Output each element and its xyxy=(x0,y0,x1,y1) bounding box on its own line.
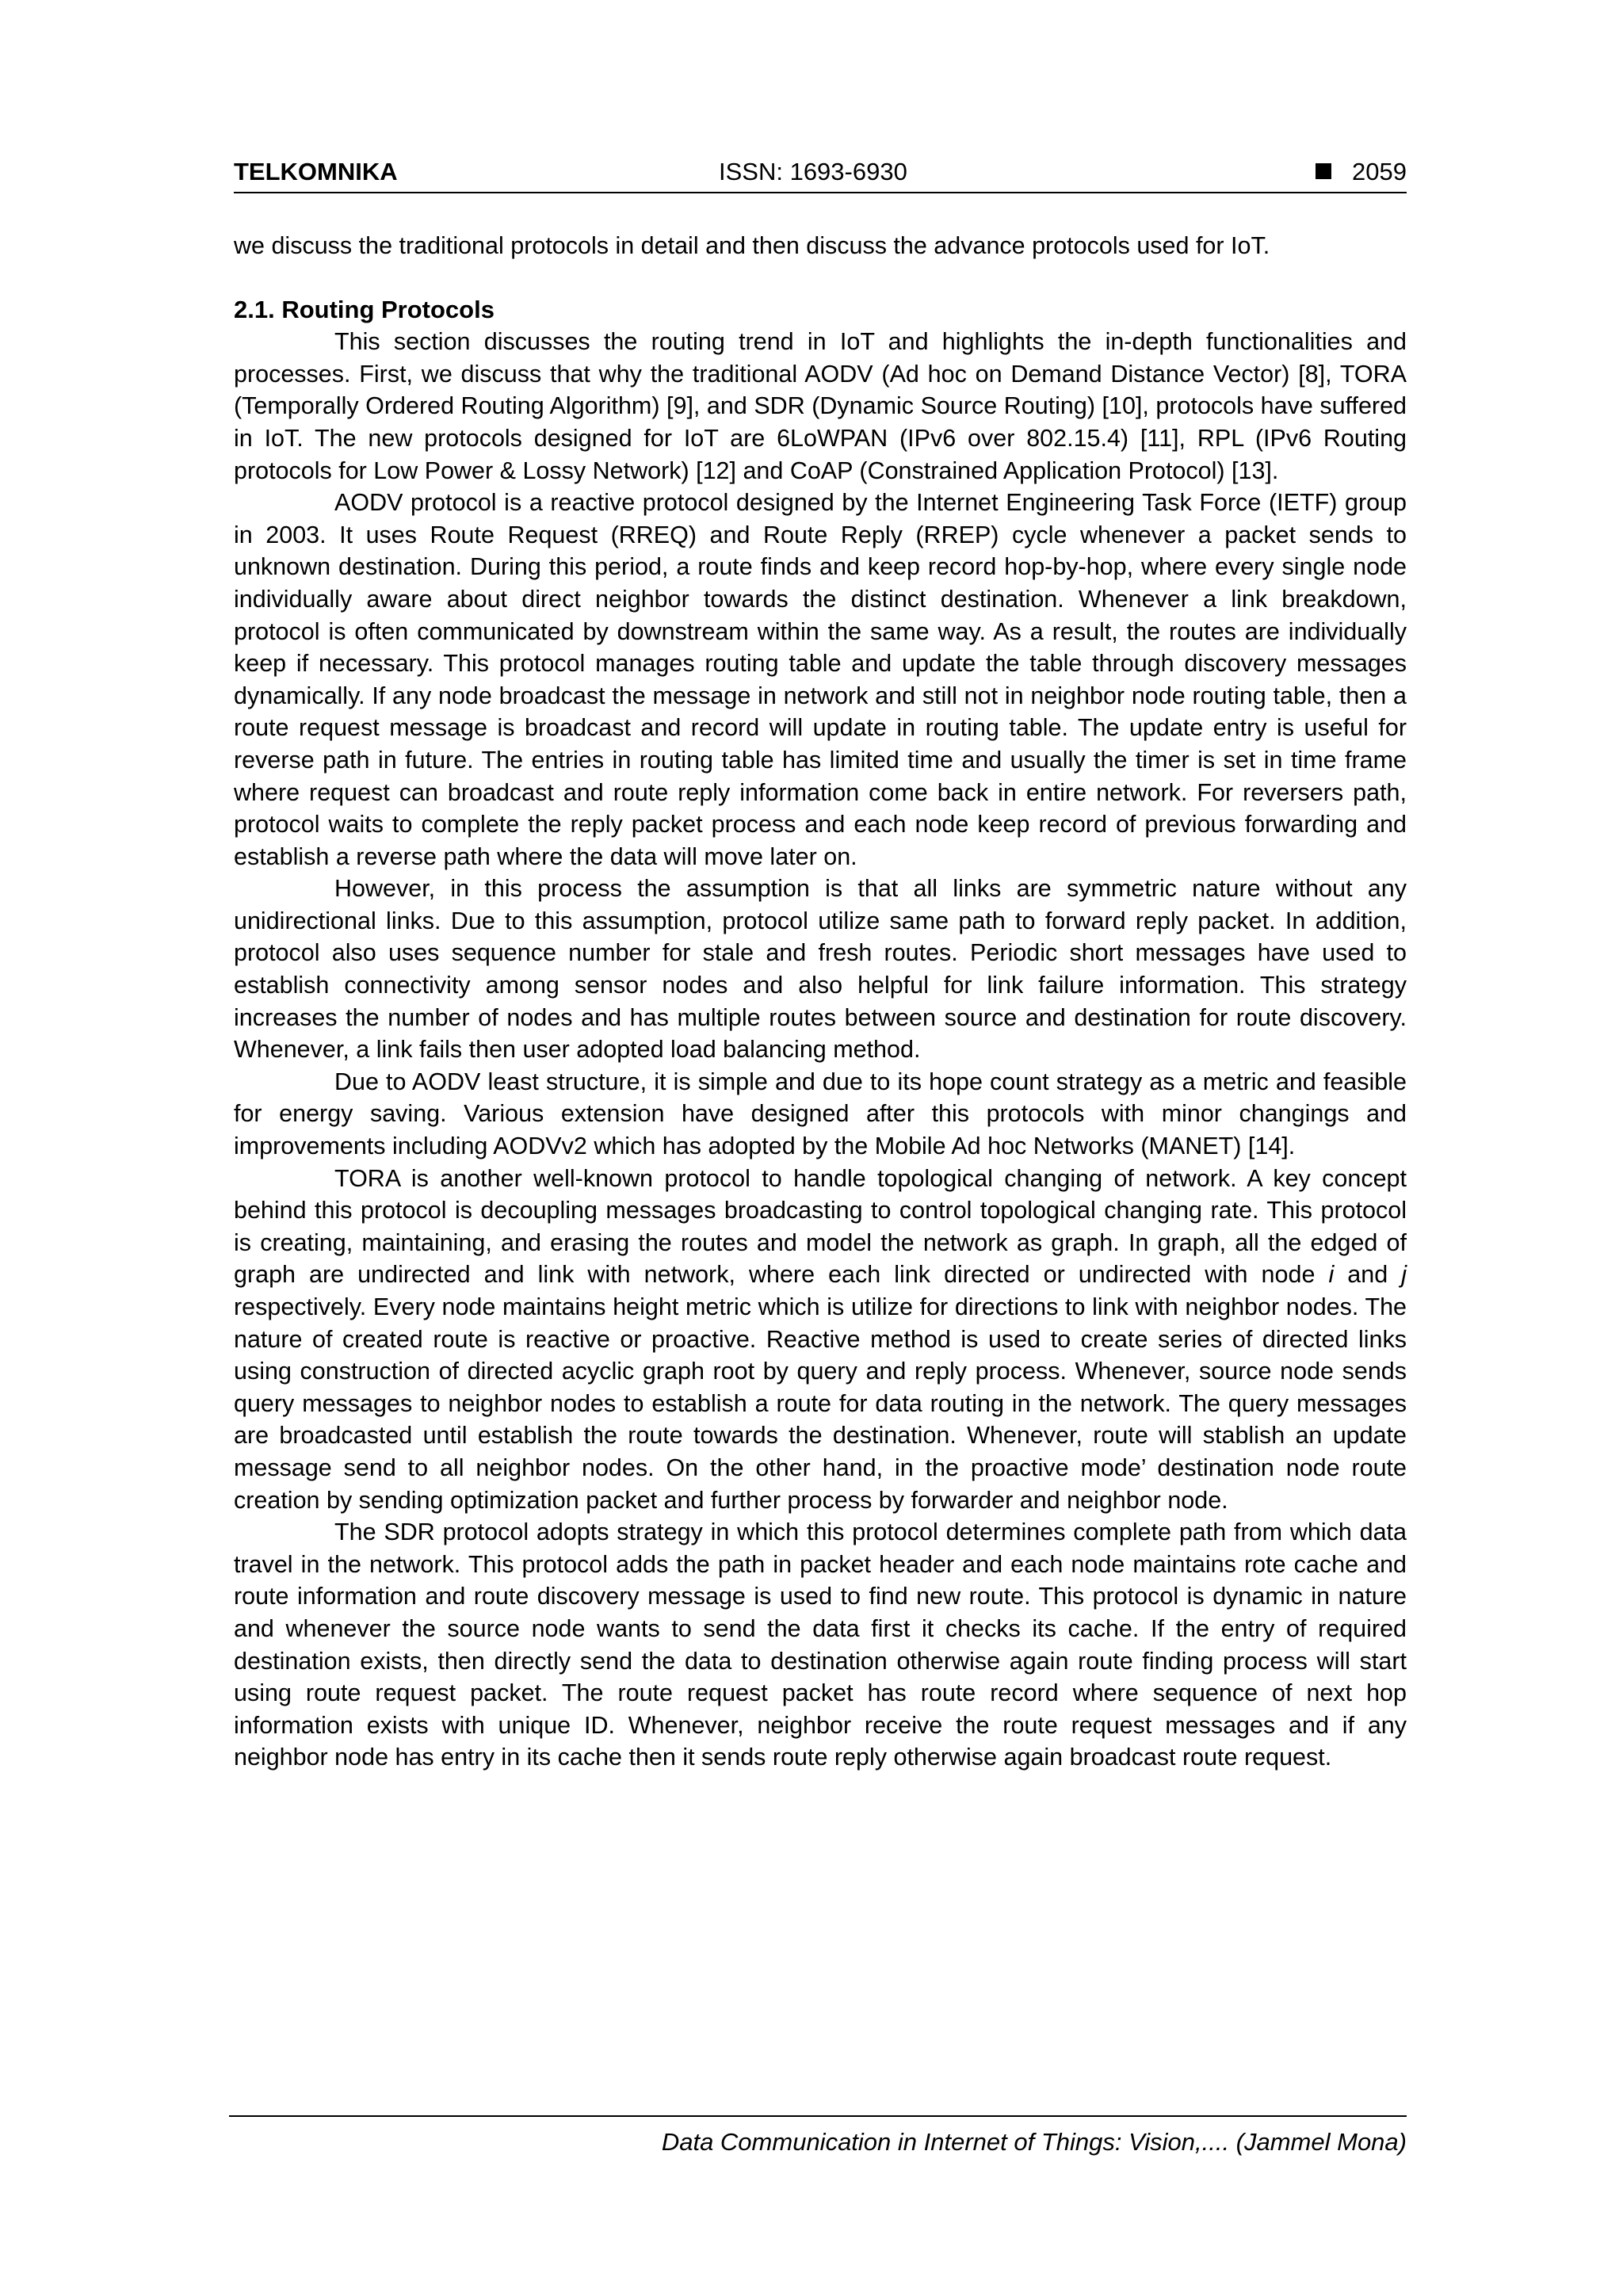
paragraph-routing-overview: This section discusses the routing trend in IoT and highlights the in-depth functionalities and processes. First, we discuss that why the traditional AODV (Ad hoc on Demand Distance Vector) [8], TORA (Temporally Ordered Routing Algorithm) [9], and SDR (Dynamic Source Routing) [10], protocols have suffered in IoT. The new protocols designed for IoT are 6LoWPAN (IPv6 over 802.15.4) [11], RPL (IPv6 Routing protocols for Low Power & Lossy Network) [12] and CoAP (Constrained Application Protocol) [13]. xyxy=(234,328,1407,484)
paragraph-sdr: The SDR protocol adopts strategy in which this protocol determines complete path from which data travel in the network. This protocol adds the path in packet header and each node maintains rote cache and route information and route discovery message is used to find new route. This protocol is dynamic in nature and whenever the source node wants to send the data first it checks its cache. If the entry of required destination exists, then directly send the data to destination otherwise again route finding process will start using route request packet. The route request packet has route record where sequence of next hop information exists with unique ID. Whenever, neighbor receive the route request messages and if any neighbor node has entry in its cache then it sends route reply otherwise again broadcast route request. xyxy=(234,1519,1407,1771)
variable-i: i xyxy=(1328,1261,1335,1289)
paragraph-aodv-structure: Due to AODV least structure, it is simple and due to its hope count strategy as a metric and feasible for energy saving. Various extension have designed after this protocols with minor changings and improvements including AODVv2 which has adopted by the Mobile Ad hoc Networks (MANET) [14]. xyxy=(234,1068,1407,1160)
running-header xyxy=(234,155,1407,193)
page-number: 2059 xyxy=(1352,158,1407,185)
journal-name: TELKOMNIKA xyxy=(234,158,398,185)
variable-j: j xyxy=(1401,1261,1407,1289)
paragraph-aodv-assumption: However, in this process the assumption is that all links are symmetric nature without any unidirectional links. Due to this assumption, protocol utilize same path to forward reply packet. In addition, protocol also uses sequence number for stale and fresh routes. Periodic short messages have used to establish connectivity among sensor nodes and also helpful for link failure information. This strategy increases the number of nodes and has multiple routes between source and destination for route discovery. Whenever, a link fails then user adopted load balancing method. xyxy=(234,875,1407,1064)
page-number-group xyxy=(1316,155,1407,189)
square-bullet-icon xyxy=(1316,163,1331,179)
paragraph-tora: TORA is another well-known protocol to handle topological changing of network. A key concept behind this protocol is decoupling messages broadcasting to control topological changing rate. This protocol is creating, maintaining, and erasing the routes and model the network as graph. In graph, all the edged of graph are undirected and link with network, where each link directed or undirected with node i and j respectively. Every node maintains height metric which is utilize for directions to link with neighbor nodes. The nature of created route is reactive or proactive. Reactive method is used to create series of directed links using construction of directed acyclic graph root by query and reply process. Whenever, source node sends query messages to neighbor nodes to establish a route for data routing in the network. The query messages are broadcasted until establish the route towards the destination. Whenever, route will stablish an update message send to all neighbor nodes. On the other hand, in the proactive mode’ destination node route creation by sending optimization packet and further process by forwarder and neighbor node. xyxy=(234,1164,1407,1514)
footer-rule xyxy=(229,2115,1407,2117)
intro-paragraph: we discuss the traditional protocols in detail and then discuss the advance protocols used for IoT. xyxy=(234,232,1270,259)
issn: ISSN: 1693-6930 xyxy=(719,158,907,185)
running-footer: Data Communication in Internet of Things: Vision,.... (Jammel Mona) xyxy=(661,2128,1407,2156)
paragraph-aodv: AODV protocol is a reactive protocol designed by the Internet Engineering Task Force (IETF) group in 2003. It uses Route Request (RREQ) and Route Reply (RREP) cycle whenever a packet sends to unknown destination. During this period, a route finds and keep record hop-by-hop, where every single node individually aware about direct neighbor towards the distinct destination. Whenever a link breakdown, protocol is often communicated by downstream within the same way. As a result, the routes are individually keep if necessary. This protocol manages routing table and update the table through discovery messages dynamically. If any node broadcast the message in network and still not in neighbor node routing table, then a route request message is broadcast and record will update in routing table. The update entry is useful for reverse path in future. The entries in routing table has limited time and usually the timer is set in time frame where request can broadcast and route reply information come back in entire network. For reversers path, protocol waits to complete the reply packet process and each node keep record of previous forwarding and establish a reverse path where the data will move later on. xyxy=(234,489,1407,870)
section-heading: 2.1. Routing Protocols xyxy=(234,295,495,323)
body-text xyxy=(234,230,1407,1774)
